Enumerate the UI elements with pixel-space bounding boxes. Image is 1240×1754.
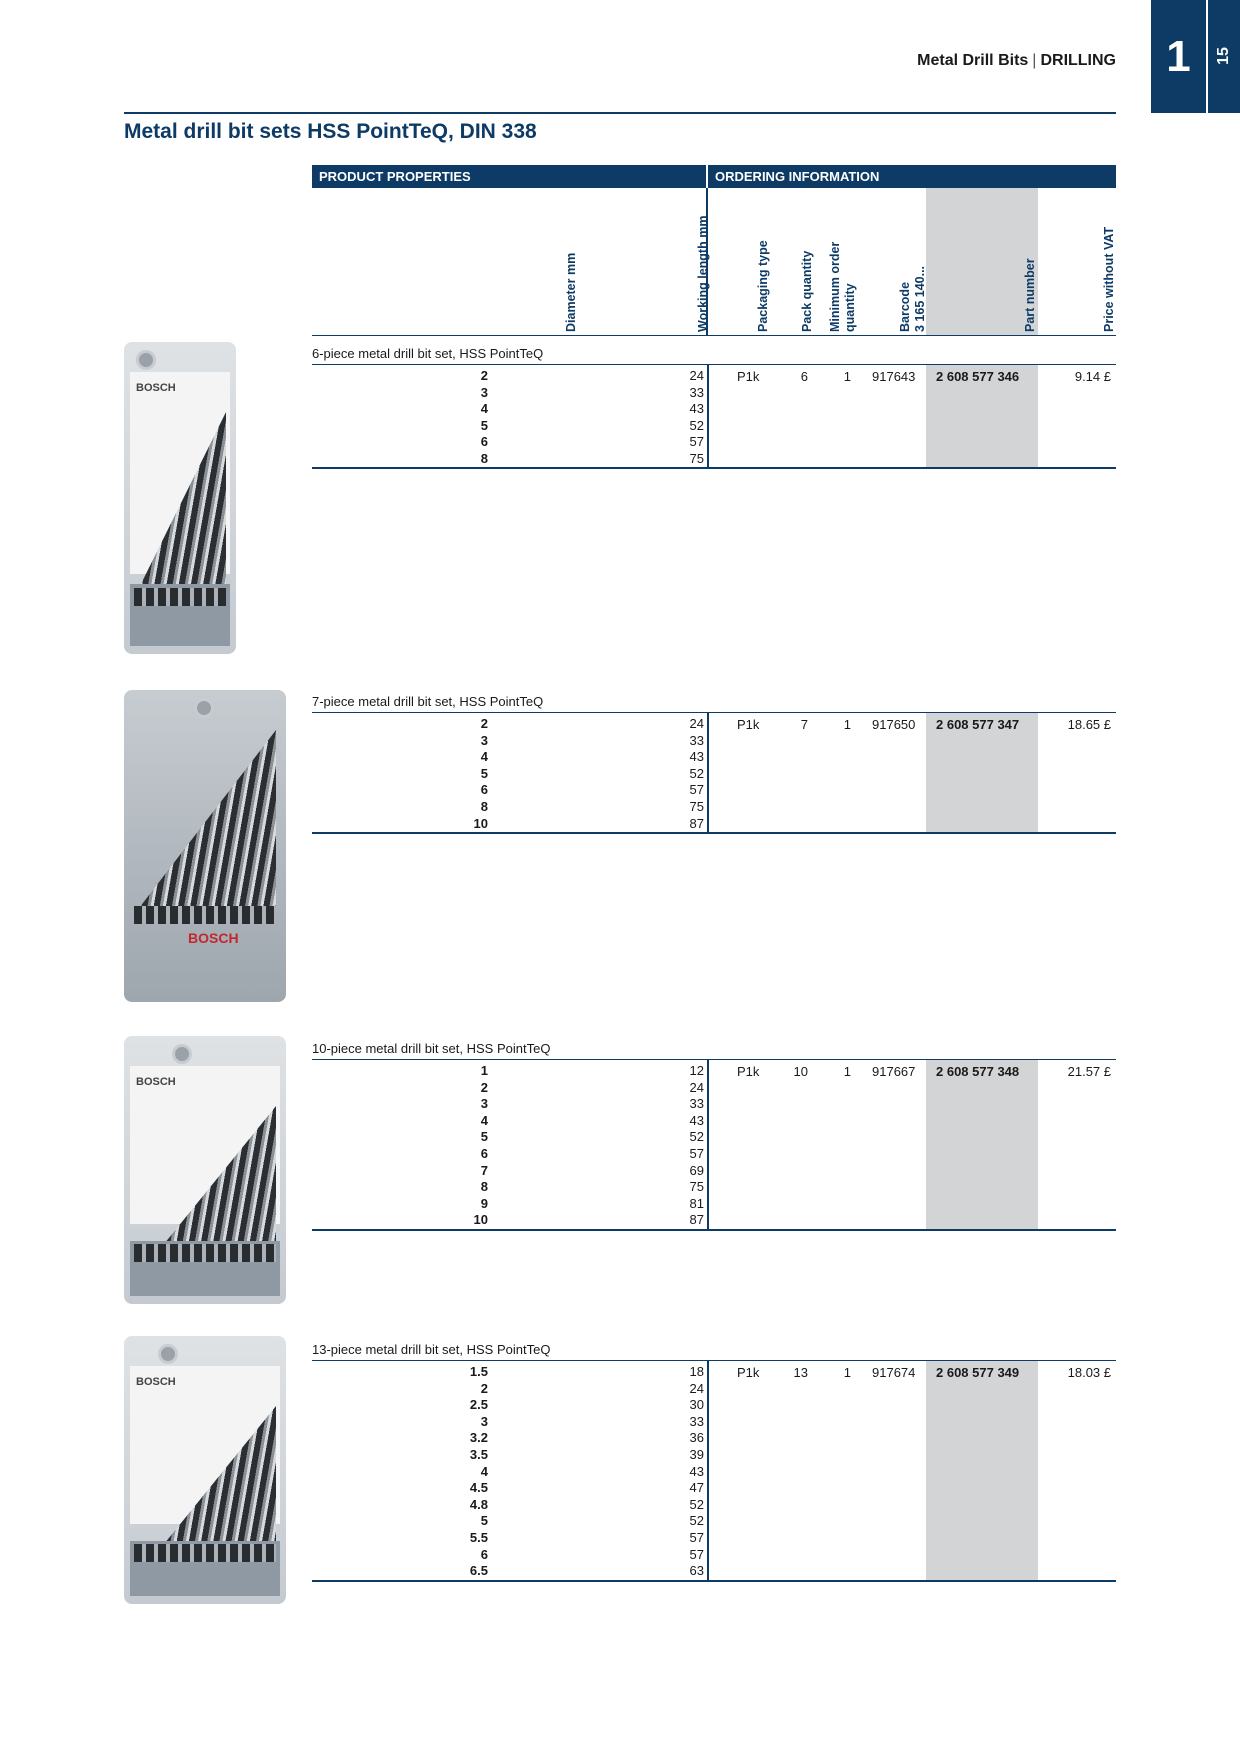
section-bottom-rule	[312, 832, 1116, 834]
part-number-shade	[926, 1361, 1038, 1581]
pack-quantity: 6	[800, 369, 808, 384]
brand-logo: BOSCH	[136, 1076, 176, 1088]
product-image-7-piece	[124, 690, 286, 1002]
min-order: 1	[843, 717, 851, 732]
table-row: 6 57	[480, 434, 704, 450]
table-row: 4 43	[480, 749, 704, 765]
pack-quantity: 13	[793, 1365, 808, 1380]
table-row: 8 75	[480, 798, 704, 814]
price: 9.14 £	[1074, 369, 1111, 384]
barcode: 917650	[872, 717, 916, 732]
header-category: DRILLING	[1040, 52, 1116, 69]
part-number-shade	[926, 1060, 1038, 1230]
table-row: 3 33	[480, 732, 704, 748]
section-title: 7-piece metal drill bit set, HSS PointTeQ	[312, 694, 544, 709]
table-row: 3.2 36	[469, 1430, 704, 1446]
chapter-tab	[1151, 0, 1206, 113]
table-row: 10 87	[473, 1212, 704, 1228]
drill-bits	[136, 730, 276, 912]
product-properties-band: PRODUCT PROPERTIES	[312, 165, 706, 188]
table-row: 5 52	[480, 1129, 704, 1145]
table-row: 4.5 47	[469, 1480, 704, 1496]
packaging-type: P1k	[737, 1365, 760, 1380]
table-header	[312, 165, 1116, 336]
price: 21.57 £	[1067, 1064, 1111, 1079]
col-pack-quantity: Pack quantity	[800, 250, 814, 332]
section-title: 6-piece metal drill bit set, HSS PointTeQ	[312, 346, 544, 361]
table-row: 3 33	[480, 1413, 704, 1429]
col-barcode-line1: Barcode	[898, 281, 912, 332]
bit-holders	[134, 906, 276, 924]
table-row: 4.8 52	[469, 1496, 704, 1512]
product-image-6-piece	[124, 342, 236, 654]
section-title: 10-piece metal drill bit set, HSS PointTeQ	[312, 1041, 551, 1056]
col-min-order-line2: quantity	[843, 283, 857, 332]
table-row: 3 33	[480, 384, 704, 400]
bit-holders	[134, 1244, 276, 1262]
col-price: Price without VAT	[1102, 226, 1116, 332]
table-row: 6 57	[480, 1145, 704, 1161]
table-row: 6 57	[480, 782, 704, 798]
size-rows	[312, 1364, 708, 1580]
part-number: 2 608 577 346	[936, 369, 1020, 384]
part-number: 2 608 577 347	[936, 717, 1020, 732]
packaging-type: P1k	[737, 717, 760, 732]
hang-hole	[136, 350, 156, 370]
table-row: 1.5 18	[469, 1364, 704, 1379]
packaging-type: P1k	[737, 1064, 760, 1079]
table-row: 5 52	[480, 417, 704, 433]
table-row: 3 33	[480, 1096, 704, 1112]
header-separator: |	[1032, 52, 1037, 69]
col-barcode-line2: 3 165 140...	[913, 265, 927, 332]
running-header	[917, 52, 1116, 70]
size-rows	[312, 716, 708, 832]
col-diameter: Diameter mm	[564, 252, 578, 332]
page-number: 15	[1215, 47, 1232, 65]
min-order: 1	[843, 369, 851, 384]
table-row: 2 24	[480, 1079, 704, 1095]
price: 18.03 £	[1067, 1365, 1111, 1380]
table-row: 10 87	[473, 815, 704, 831]
table-row: 2.5 30	[469, 1397, 704, 1413]
price: 18.65 £	[1067, 717, 1111, 732]
table-row: 5 52	[480, 1513, 704, 1529]
packaging-type: P1k	[737, 369, 760, 384]
table-row: 4 43	[480, 1112, 704, 1128]
title-rule	[124, 112, 1116, 114]
page-number-tab	[1208, 0, 1240, 113]
size-rows	[312, 1063, 708, 1229]
hang-hole	[172, 1044, 192, 1064]
table-row: 8 75	[480, 450, 704, 466]
table-row: 3.5 39	[469, 1446, 704, 1462]
header-section: Metal Drill Bits	[917, 52, 1029, 69]
table-row: 2 24	[480, 716, 704, 731]
brand-logo: BOSCH	[136, 382, 176, 394]
size-rows	[312, 368, 708, 468]
table-row: 9 81	[480, 1195, 704, 1211]
header-bottom-rule	[312, 335, 1116, 336]
hang-hole	[194, 698, 214, 718]
ordering-information-band: ORDERING INFORMATION	[708, 165, 1116, 188]
col-min-order-line1: Minimum order	[828, 241, 842, 332]
section-bottom-rule	[312, 1229, 1116, 1231]
bit-holders	[134, 1544, 276, 1562]
table-row: 5.5 57	[469, 1529, 704, 1545]
part-number: 2 608 577 349	[936, 1365, 1020, 1380]
hang-hole	[158, 1344, 178, 1364]
pack-quantity: 7	[800, 717, 808, 732]
pack-quantity: 10	[793, 1064, 808, 1079]
table-row: 8 75	[480, 1179, 704, 1195]
brand-logo: BOSCH	[136, 1376, 176, 1388]
section-title: 13-piece metal drill bit set, HSS PointTeQ	[312, 1342, 551, 1357]
table-row: 5 52	[480, 765, 704, 781]
table-row: 4 43	[480, 1463, 704, 1479]
barcode: 917643	[872, 369, 916, 384]
brand-logo: BOSCH	[188, 930, 239, 946]
table-row: 4 43	[480, 401, 704, 417]
col-working-length: Working length mm	[696, 215, 710, 332]
col-part-number: Part number	[1023, 258, 1037, 332]
product-image-13-piece	[124, 1336, 286, 1604]
col-packaging-type: Packaging type	[756, 240, 770, 332]
section-bottom-rule	[312, 1580, 1116, 1582]
table-row: 6.5 63	[469, 1563, 704, 1579]
barcode: 917674	[872, 1365, 916, 1380]
table-row: 7 69	[480, 1162, 704, 1178]
table-row: 6 57	[480, 1546, 704, 1562]
bit-holders	[134, 588, 226, 606]
table-row: 2 24	[480, 1380, 704, 1396]
table-row: 2 24	[480, 368, 704, 383]
table-row: 1 12	[480, 1063, 704, 1078]
barcode: 917667	[872, 1064, 916, 1079]
section-bottom-rule	[312, 467, 1116, 469]
min-order: 1	[843, 1064, 851, 1079]
min-order: 1	[843, 1365, 851, 1380]
product-image-10-piece	[124, 1036, 286, 1304]
chapter-number: 1	[1166, 31, 1191, 81]
part-number: 2 608 577 348	[936, 1064, 1020, 1079]
page-title: Metal drill bit sets HSS PointTeQ, DIN 338	[124, 120, 537, 143]
